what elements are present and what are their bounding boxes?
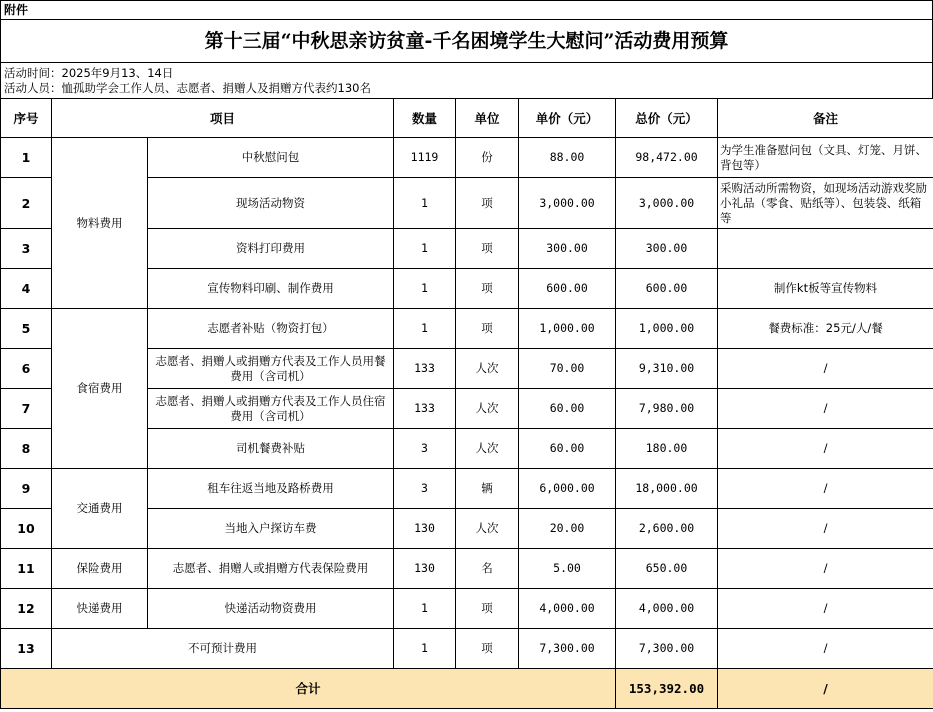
col-header-no: 序号 (1, 99, 52, 138)
budget-table (0, 98, 933, 709)
summary-total: 153,392.00 (616, 669, 718, 709)
row-no: 5 (1, 309, 52, 349)
row-no: 13 (1, 629, 52, 669)
row-price: 6,000.00 (519, 469, 616, 509)
row-unit: 项 (456, 178, 519, 229)
row-note: / (718, 589, 933, 629)
row-qty: 1 (394, 269, 456, 309)
col-header-total: 总价（元） (616, 99, 718, 138)
row-note: / (718, 389, 933, 429)
row-qty: 1119 (394, 138, 456, 178)
row-total: 180.00 (616, 429, 718, 469)
row-no: 1 (1, 138, 52, 178)
row-note: 为学生准备慰问包（文具、灯笼、月饼、背包等） (718, 138, 933, 178)
row-price: 1,000.00 (519, 309, 616, 349)
table-row (1, 549, 933, 589)
row-no: 7 (1, 389, 52, 429)
col-header-unit: 单位 (456, 99, 519, 138)
row-no: 12 (1, 589, 52, 629)
row-item: 志愿者、捐赠人或捐赠方代表及工作人员住宿费用（含司机） (148, 389, 394, 429)
row-price: 5.00 (519, 549, 616, 589)
row-item: 志愿者、捐赠人或捐赠方代表及工作人员用餐费用（含司机） (148, 349, 394, 389)
row-price: 3,000.00 (519, 178, 616, 229)
row-price: 600.00 (519, 269, 616, 309)
row-unit: 项 (456, 589, 519, 629)
row-unit: 名 (456, 549, 519, 589)
row-total: 3,000.00 (616, 178, 718, 229)
row-item: 志愿者、捐赠人或捐赠方代表保险费用 (148, 549, 394, 589)
row-note: 制作kt板等宣传物料 (718, 269, 933, 309)
row-no: 6 (1, 349, 52, 389)
row-total: 300.00 (616, 229, 718, 269)
row-price: 88.00 (519, 138, 616, 178)
row-no: 9 (1, 469, 52, 509)
row-price: 4,000.00 (519, 589, 616, 629)
row-item: 资料打印费用 (148, 229, 394, 269)
row-unit: 项 (456, 309, 519, 349)
row-price: 300.00 (519, 229, 616, 269)
row-qty: 1 (394, 178, 456, 229)
row-total: 98,472.00 (616, 138, 718, 178)
row-unit: 项 (456, 269, 519, 309)
summary-row (1, 669, 933, 709)
row-qty: 1 (394, 229, 456, 269)
row-note: / (718, 549, 933, 589)
row-qty: 133 (394, 349, 456, 389)
row-total: 9,310.00 (616, 349, 718, 389)
row-item: 不可预计费用 (52, 629, 394, 669)
summary-note: / (718, 669, 933, 709)
summary-label: 合计 (1, 669, 616, 709)
row-price: 20.00 (519, 509, 616, 549)
row-qty: 1 (394, 309, 456, 349)
table-row (1, 589, 933, 629)
row-no: 11 (1, 549, 52, 589)
row-total: 7,980.00 (616, 389, 718, 429)
row-note: 餐费标准：25元/人/餐 (718, 309, 933, 349)
row-no: 8 (1, 429, 52, 469)
col-header-note: 备注 (718, 99, 933, 138)
table-row (1, 138, 933, 178)
row-note: / (718, 429, 933, 469)
row-total: 2,600.00 (616, 509, 718, 549)
category-insurance: 保险费用 (52, 549, 148, 589)
row-item: 中秋慰问包 (148, 138, 394, 178)
attachment-label: 附件 (0, 0, 933, 20)
row-unit: 人次 (456, 389, 519, 429)
activity-info (0, 62, 933, 98)
row-item: 租车往返当地及路桥费用 (148, 469, 394, 509)
row-note: / (718, 629, 933, 669)
row-price: 7,300.00 (519, 629, 616, 669)
row-item: 现场活动物资 (148, 178, 394, 229)
row-total: 600.00 (616, 269, 718, 309)
row-item: 志愿者补贴（物资打包） (148, 309, 394, 349)
activity-people: 活动人员：恤孤助学会工作人员、志愿者、捐赠人及捐赠方代表约130名 (4, 81, 371, 95)
activity-time: 活动时间：2025年9月13、14日 (4, 66, 174, 80)
row-no: 3 (1, 229, 52, 269)
row-qty: 130 (394, 549, 456, 589)
row-unit: 份 (456, 138, 519, 178)
table-row (1, 309, 933, 349)
row-unit: 人次 (456, 429, 519, 469)
row-total: 1,000.00 (616, 309, 718, 349)
row-no: 2 (1, 178, 52, 229)
table-header-row (1, 99, 933, 138)
row-unit: 辆 (456, 469, 519, 509)
category-material: 物料费用 (52, 138, 148, 309)
row-qty: 1 (394, 629, 456, 669)
row-item: 司机餐费补贴 (148, 429, 394, 469)
row-price: 70.00 (519, 349, 616, 389)
row-qty: 3 (394, 429, 456, 469)
row-unit: 人次 (456, 509, 519, 549)
row-unit: 项 (456, 229, 519, 269)
row-qty: 133 (394, 389, 456, 429)
row-price: 60.00 (519, 429, 616, 469)
category-transport: 交通费用 (52, 469, 148, 549)
col-header-qty: 数量 (394, 99, 456, 138)
row-price: 60.00 (519, 389, 616, 429)
row-note: / (718, 469, 933, 509)
row-no: 4 (1, 269, 52, 309)
row-total: 7,300.00 (616, 629, 718, 669)
row-qty: 1 (394, 589, 456, 629)
row-note: / (718, 509, 933, 549)
row-total: 18,000.00 (616, 469, 718, 509)
row-qty: 130 (394, 509, 456, 549)
table-row (1, 629, 933, 669)
category-food: 食宿费用 (52, 309, 148, 469)
row-no: 10 (1, 509, 52, 549)
row-note (718, 229, 933, 269)
table-row (1, 469, 933, 509)
row-qty: 3 (394, 469, 456, 509)
row-total: 4,000.00 (616, 589, 718, 629)
row-total: 650.00 (616, 549, 718, 589)
col-header-item: 项目 (52, 99, 394, 138)
row-note: / (718, 349, 933, 389)
row-note: 采购活动所需物资，如现场活动游戏奖励小礼品（零食、贴纸等）、包装袋、纸箱等 (718, 178, 933, 229)
row-item: 宣传物料印刷、制作费用 (148, 269, 394, 309)
category-express: 快递费用 (52, 589, 148, 629)
row-unit: 项 (456, 629, 519, 669)
row-unit: 人次 (456, 349, 519, 389)
row-item: 当地入户探访车费 (148, 509, 394, 549)
page-title: 第十三届“中秋思亲访贫童-千名困境学生大慰问”活动费用预算 (0, 20, 933, 62)
row-item: 快递活动物资费用 (148, 589, 394, 629)
col-header-price: 单价（元） (519, 99, 616, 138)
